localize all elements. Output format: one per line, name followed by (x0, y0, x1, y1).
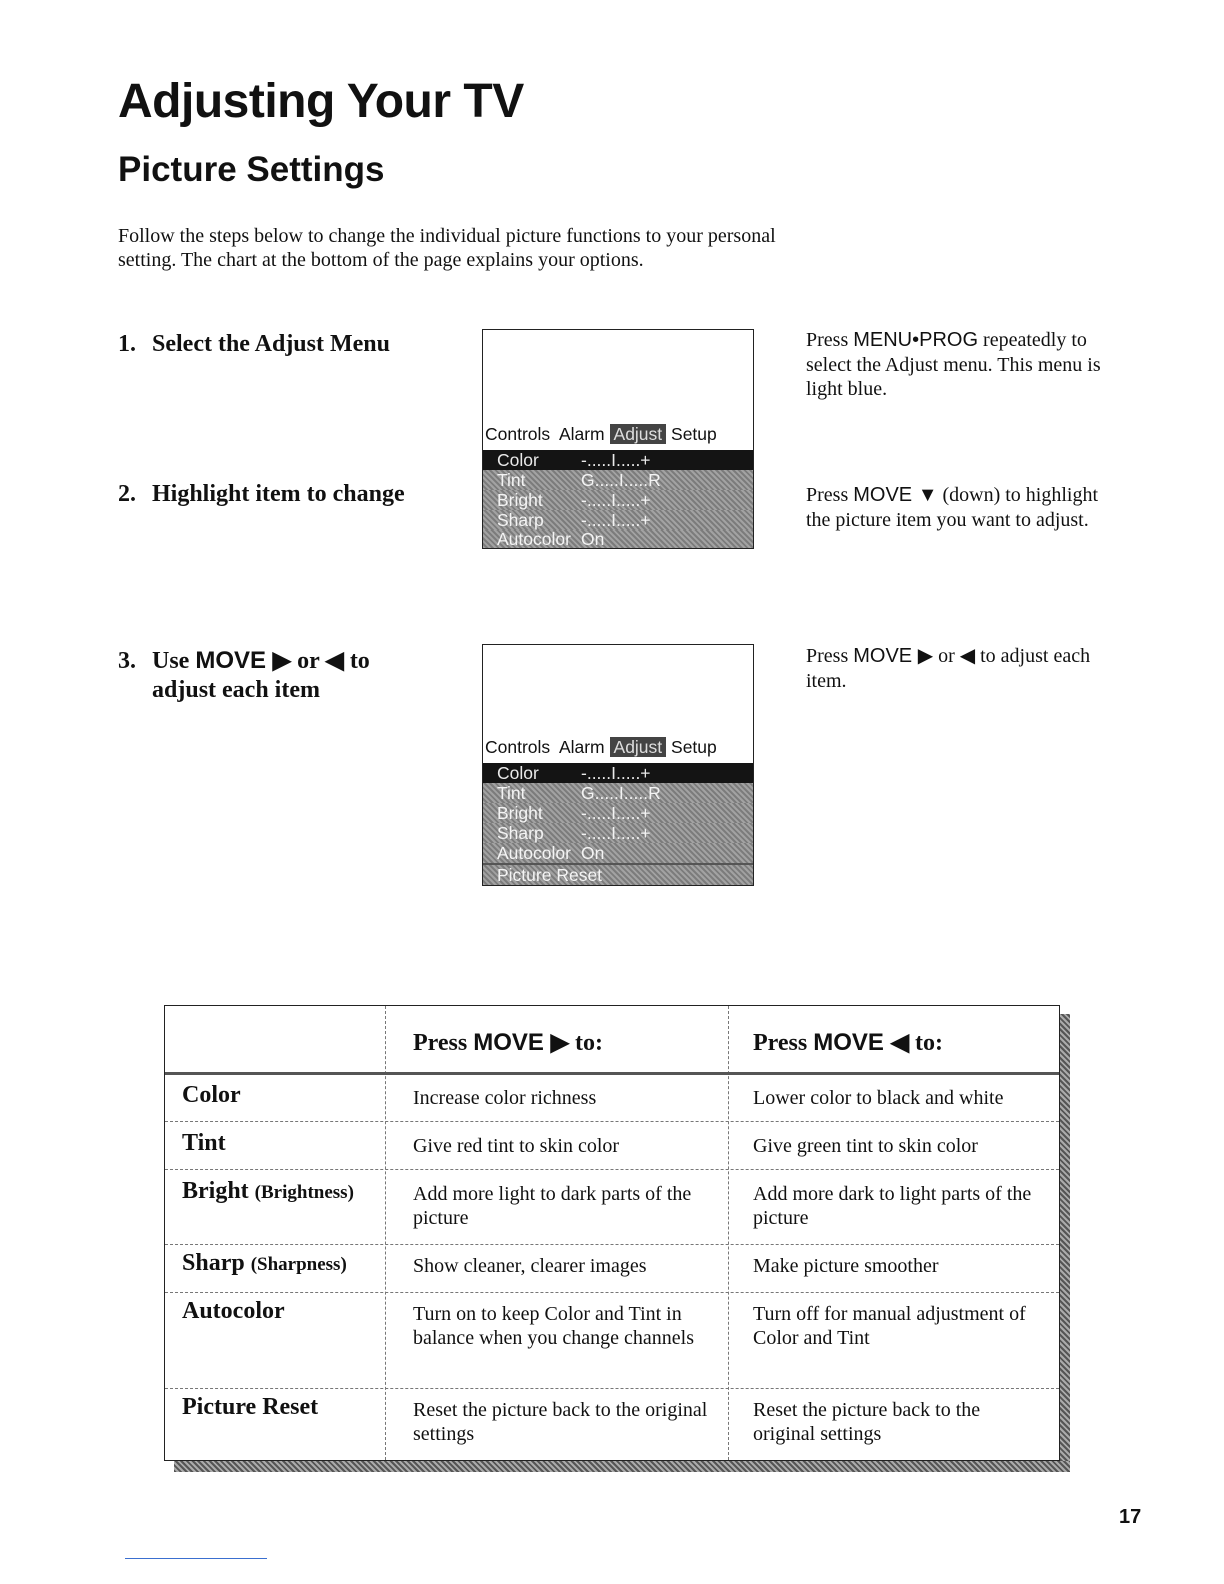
menu-bar (485, 737, 717, 758)
menu-controls: Controls (485, 424, 551, 444)
row-bright-right: Add more light to dark parts of the picture (413, 1183, 692, 1229)
table-shadow-right (1060, 1014, 1070, 1472)
menu-item-picture-reset: Picture Reset (483, 863, 753, 885)
menu-setup: Setup (671, 737, 717, 757)
row-name-bright: Bright (Brightness) (182, 1178, 354, 1204)
menu-item-color: Color -.....I.....+ (483, 763, 753, 783)
menu-item-tint: Tint G.....I.....R (483, 470, 753, 490)
menu-setup: Setup (671, 424, 717, 444)
row-name-tint: Tint (182, 1130, 226, 1156)
row-autocolor-right: Turn on to keep Color and Tint in balance when you change channels (413, 1303, 694, 1349)
menu-item-color: Color -.....I.....+ (483, 450, 753, 470)
row-color-left: Lower color to black and white (753, 1087, 1004, 1109)
table-row-rule (165, 1388, 1059, 1389)
row-sharp-left: Make picture smoother (753, 1255, 939, 1277)
row-color-right: Increase color richness (413, 1087, 597, 1109)
menu-item-autocolor: Autocolor On (483, 843, 753, 863)
menu-items (483, 763, 753, 885)
menu-item-bright: Bright -.....I.....+ (483, 803, 753, 823)
row-name-sharp: Sharp (Sharpness) (182, 1250, 347, 1276)
menu-bar (485, 424, 717, 445)
section-title: Picture Settings (118, 150, 385, 189)
menu-adjust: Adjust (610, 424, 667, 444)
table-header-move-left: Press MOVE ◀ to: (753, 1029, 944, 1056)
tv-screen-adjust-items (482, 644, 754, 886)
row-name-color: Color (182, 1082, 241, 1108)
page-number: 17 (1119, 1506, 1142, 1528)
step-2-label: Highlight item to change (152, 481, 405, 507)
step-1-desc-post: repeatedly to select the Adjust menu. This menu is light blue. (806, 329, 1101, 400)
step-2-desc-pre: Press (806, 484, 854, 506)
menu-item-autocolor: Autocolor On (483, 530, 753, 548)
step-3-desc-key: MOVE ▶ (853, 645, 934, 667)
row-name-picture-reset: Picture Reset (182, 1394, 319, 1420)
step-1-title (118, 330, 390, 359)
row-bright-left: Add more dark to light parts of the picture (753, 1183, 1032, 1229)
step-1-label: Select the Adjust Menu (152, 331, 390, 357)
step-3-label-b: or ◀ to (291, 648, 370, 674)
menu-item-sharp: Sharp -.....I.....+ (483, 823, 753, 843)
step-3-label-key: MOVE ▶ (195, 647, 292, 674)
menu-item-sharp: Sharp -.....I.....+ (483, 510, 753, 530)
table-row-rule (165, 1169, 1059, 1170)
step-1-desc-key: MENU•PROG (853, 329, 979, 351)
menu-items (483, 450, 753, 548)
step-2-title (118, 480, 405, 509)
step-2-desc-post: (down) to highlight the picture item you want to adjust. (806, 484, 1099, 531)
table-row-rule (165, 1244, 1059, 1245)
table-row-rule (165, 1121, 1059, 1122)
row-sharp-right: Show cleaner, clearer images (413, 1255, 647, 1277)
step-2-description (806, 483, 1126, 532)
step-3-desc-pre: Press (806, 645, 854, 667)
tv-screen-adjust-menu (482, 329, 754, 549)
row-autocolor-left: Turn off for manual adjustment of Color and Tint (753, 1303, 1026, 1349)
table-header-move-right: Press MOVE ▶ to: (413, 1029, 604, 1056)
step-3-desc-post: or ◀ to adjust each item. (806, 645, 1091, 692)
step-1-number: 1. (118, 331, 136, 357)
table-header-rule (165, 1072, 1059, 1075)
options-table (164, 1005, 1060, 1461)
row-tint-left: Give green tint to skin color (753, 1135, 978, 1157)
intro-paragraph: Follow the steps below to change the individual picture functions to your personal setting. The chart at the bottom of the page explains your options. (118, 225, 776, 271)
table-shadow-bottom (174, 1461, 1070, 1472)
step-3-description (806, 644, 1126, 693)
step-3-title (118, 646, 370, 705)
page-title: Adjusting Your TV (118, 75, 524, 128)
step-3-number: 3. (118, 648, 136, 674)
row-tint-right: Give red tint to skin color (413, 1135, 620, 1157)
menu-adjust: Adjust (610, 737, 667, 757)
footer-rule (125, 1558, 267, 1559)
step-1-description (806, 328, 1126, 402)
menu-controls: Controls (485, 737, 551, 757)
menu-item-bright: Bright -.....I.....+ (483, 490, 753, 510)
table-row-rule (165, 1292, 1059, 1293)
step-2-number: 2. (118, 481, 136, 507)
step-3-label-a: Use (152, 648, 196, 674)
step-3-label-line2: adjust each item (152, 677, 320, 703)
menu-item-tint: Tint G.....I.....R (483, 783, 753, 803)
step-1-desc-pre: Press (806, 329, 854, 351)
row-picture-reset-right: Reset the picture back to the original settings (413, 1399, 708, 1445)
menu-alarm: Alarm (558, 737, 605, 757)
row-name-autocolor: Autocolor (182, 1298, 285, 1324)
menu-alarm: Alarm (558, 424, 605, 444)
step-2-desc-key: MOVE ▼ (853, 484, 938, 506)
row-picture-reset-left: Reset the picture back to the original settings (753, 1399, 981, 1445)
